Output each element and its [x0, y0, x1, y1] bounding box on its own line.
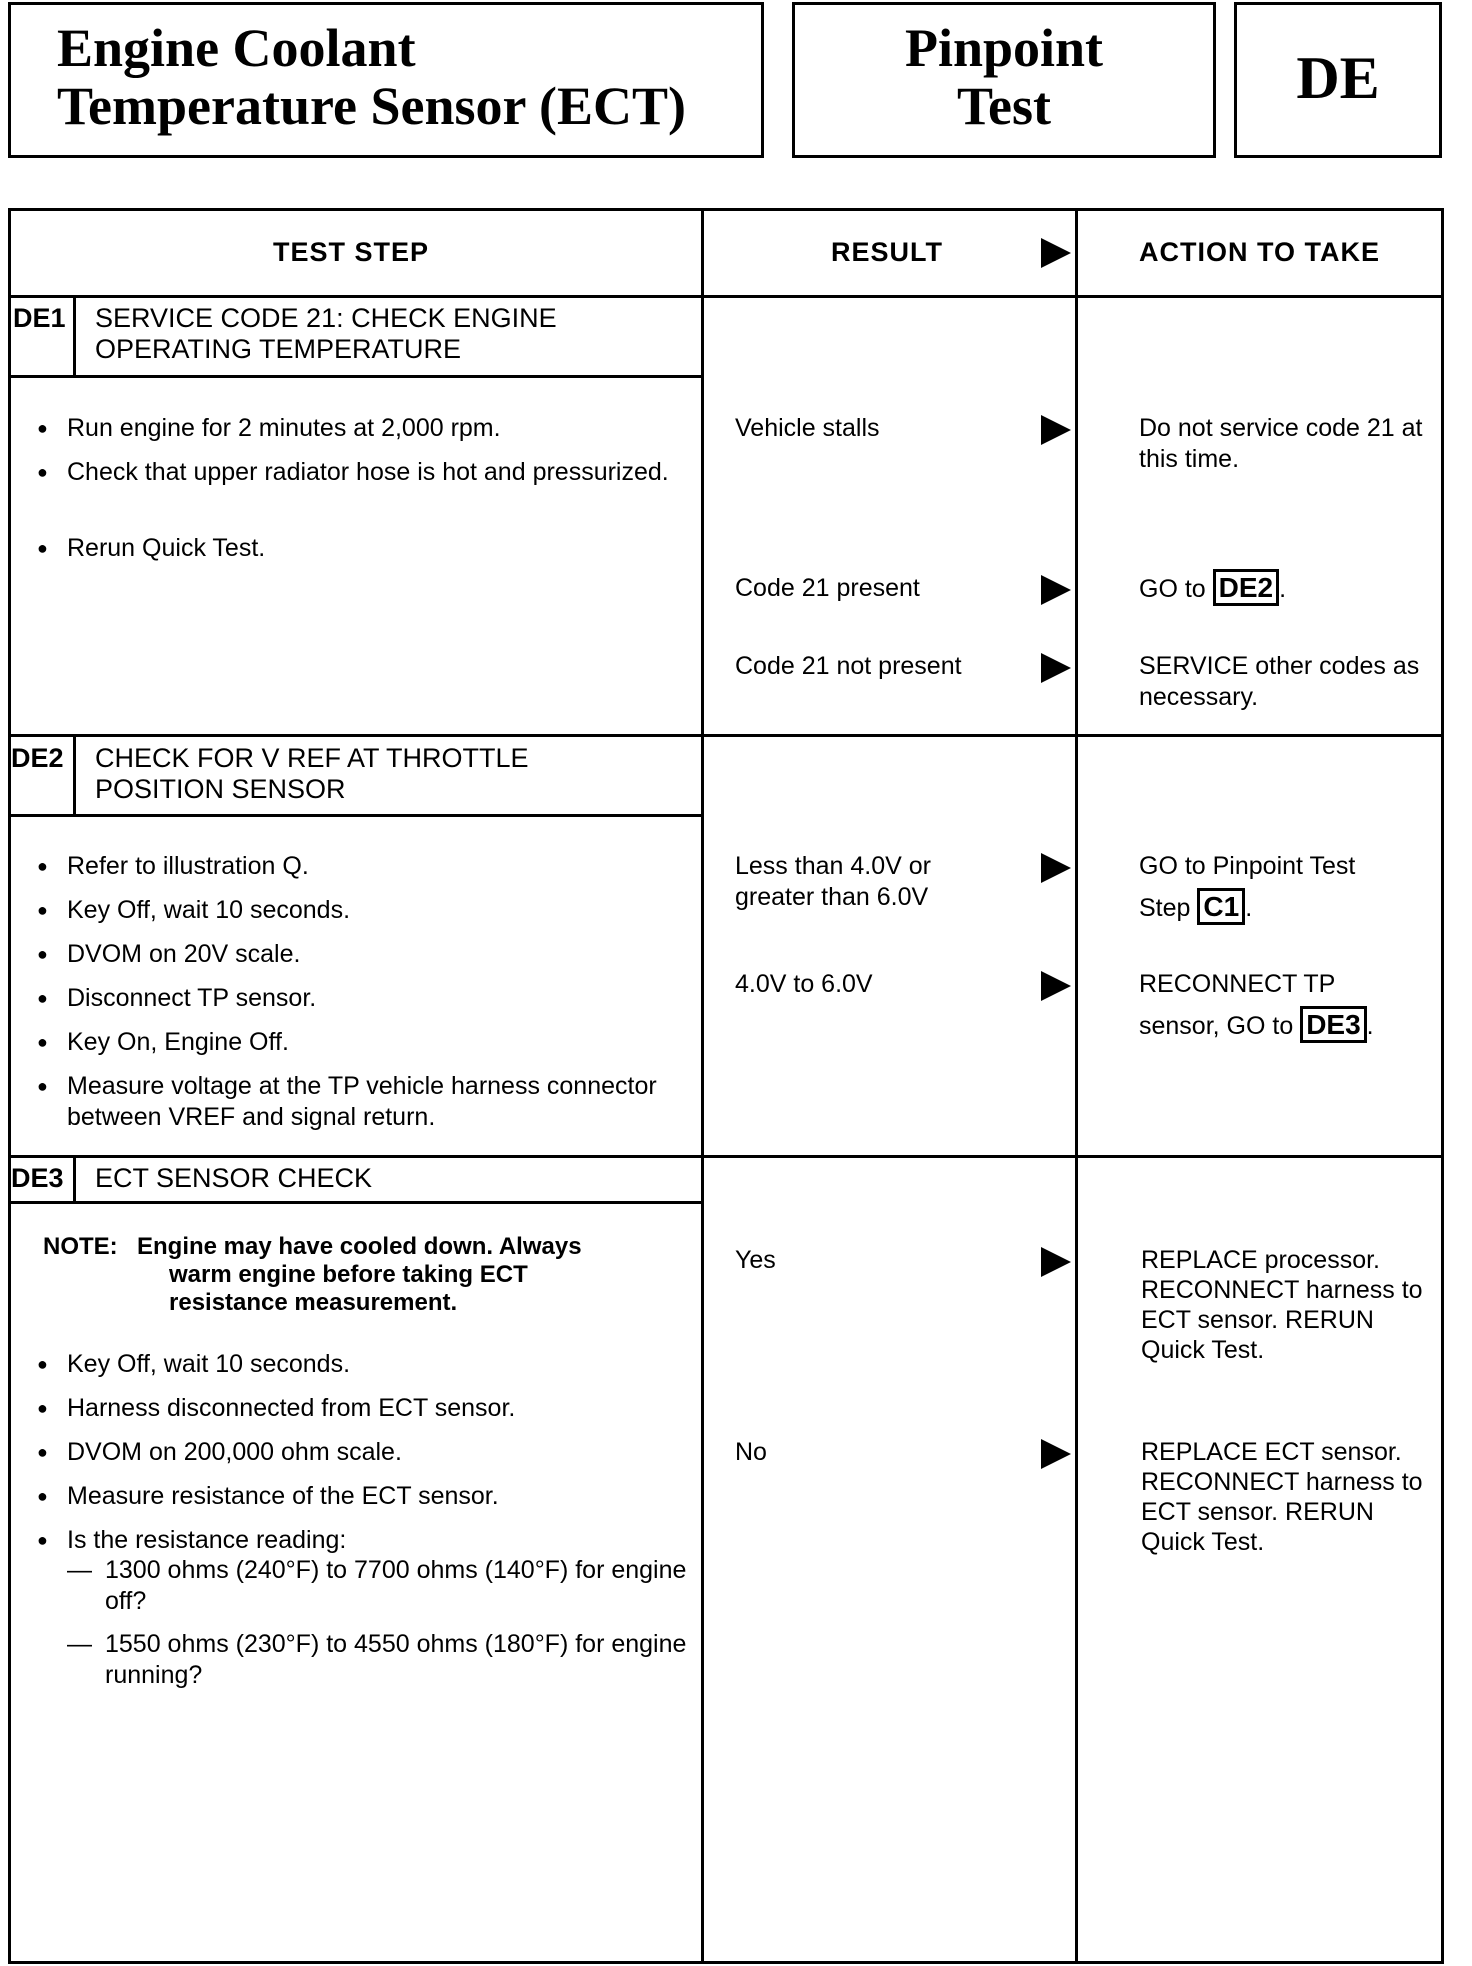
- de3-step: ● Measure resistance of the ECT sensor.: [37, 1481, 697, 1512]
- de3-note-line: Engine may have cooled down. Always: [137, 1233, 582, 1260]
- page-title-box: [8, 2, 764, 158]
- step-title-underline: [11, 375, 701, 378]
- de3-action: REPLACE processor. RECONNECT harness to ECT sensor. RERUN Quick Test.: [1141, 1246, 1423, 1364]
- step-title-de1: [95, 303, 557, 365]
- step-reference-c1[interactable]: C1: [1197, 888, 1245, 925]
- arrow-icon: [1041, 1247, 1071, 1277]
- dash-mark: —: [67, 1630, 92, 1658]
- de3-note-line: warm engine before taking ECT: [169, 1261, 528, 1288]
- de3-sub-step: [67, 1629, 695, 1691]
- column-header-test-step: TEST STEP: [273, 237, 430, 267]
- page-title-line2: Temperature Sensor (ECT): [57, 76, 686, 136]
- de1-result: Vehicle stalls: [735, 414, 880, 442]
- step-title-line: SERVICE CODE 21: CHECK ENGINE: [95, 303, 557, 333]
- pinpoint-test-box: [792, 2, 1216, 158]
- step-title-de2: [95, 743, 529, 805]
- test-code: DE: [1296, 45, 1380, 111]
- arrow-icon: [1041, 971, 1071, 1001]
- action-text: RECONNECT TP: [1139, 970, 1336, 998]
- de1-step: ● Check that upper radiator hose is hot and pressurized.: [37, 457, 697, 488]
- de3-sub-step: [67, 1555, 695, 1617]
- de1-result: Code 21 not present: [735, 652, 962, 680]
- dash-mark: —: [67, 1556, 92, 1584]
- de3-step: ● Key Off, wait 10 seconds.: [37, 1349, 697, 1380]
- de2-step: ● Measure voltage at the TP vehicle harness connector between VREF and signal return.: [37, 1071, 677, 1133]
- arrow-icon: [1041, 853, 1071, 883]
- column-divider: [1075, 211, 1078, 1961]
- step-id-divider: [73, 734, 76, 814]
- row-divider: [11, 295, 1441, 298]
- pinpoint-line2: Test: [956, 76, 1052, 136]
- action-text: GO to Pinpoint Test: [1139, 852, 1356, 880]
- step-title-underline: [11, 1201, 701, 1204]
- step-id-divider: [73, 295, 76, 375]
- action-text: .: [1366, 1012, 1374, 1040]
- de3-note-label: NOTE:: [43, 1233, 118, 1260]
- de2-step: ● Key Off, wait 10 seconds.: [37, 895, 697, 926]
- arrow-icon: [1041, 415, 1071, 445]
- column-header-result: RESULT: [831, 237, 943, 267]
- arrow-icon: [1041, 653, 1071, 683]
- de1-action: [1139, 569, 1286, 606]
- de3-note-line: resistance measurement.: [169, 1289, 458, 1316]
- column-header-action: ACTION TO TAKE: [1139, 237, 1380, 267]
- de3-result: Yes: [735, 1246, 776, 1274]
- page-title-line1: Engine Coolant: [57, 18, 416, 78]
- de2-result: 4.0V to 6.0V: [735, 970, 873, 998]
- de3-step: ● Is the resistance reading:: [37, 1525, 697, 1556]
- step-title-underline: [11, 814, 701, 817]
- de1-step: ● Rerun Quick Test.: [37, 533, 697, 564]
- de2-step: ● Disconnect TP sensor.: [37, 983, 697, 1014]
- de3-action: REPLACE ECT sensor. RECONNECT harness to ECT sensor. RERUN Quick Test.: [1141, 1438, 1423, 1556]
- step-title-line: POSITION SENSOR: [95, 774, 346, 804]
- action-text: Step: [1139, 894, 1191, 922]
- step-title-line: OPERATING TEMPERATURE: [95, 334, 462, 364]
- arrow-icon: [1041, 1439, 1071, 1469]
- step-id-de2: DE2: [11, 743, 64, 773]
- de2-step: ● Refer to illustration Q.: [37, 851, 697, 882]
- step-id-de3: DE3: [11, 1163, 64, 1193]
- de3-result: No: [735, 1438, 767, 1466]
- de2-action: [1139, 969, 1439, 1043]
- test-table: [8, 208, 1444, 1964]
- de2-result: Less than 4.0V or greater than 6.0V: [735, 852, 931, 911]
- step-title-de3: ECT SENSOR CHECK: [95, 1163, 373, 1193]
- sub-step-text: 1300 ohms (240°F) to 7700 ohms (140°F) for engine off?: [105, 1556, 687, 1615]
- de1-result: Code 21 present: [735, 574, 920, 602]
- de2-step: ● Key On, Engine Off.: [37, 1027, 697, 1058]
- action-text: .: [1279, 575, 1287, 603]
- row-divider: [11, 1155, 1441, 1158]
- de2-step: ● DVOM on 20V scale.: [37, 939, 697, 970]
- row-divider: [11, 734, 1441, 737]
- step-reference-de3[interactable]: DE3: [1300, 1006, 1366, 1043]
- action-text: .: [1245, 894, 1253, 922]
- step-id-de1: DE1: [13, 303, 66, 333]
- de1-step: ● Run engine for 2 minutes at 2,000 rpm.: [37, 413, 697, 444]
- sub-step-text: 1550 ohms (230°F) to 4550 ohms (180°F) for engine running?: [105, 1630, 687, 1689]
- step-id-divider: [73, 1155, 76, 1201]
- arrow-icon: [1041, 575, 1071, 605]
- de3-step: ● Harness disconnected from ECT sensor.: [37, 1393, 697, 1424]
- column-divider: [701, 211, 704, 1961]
- de1-action: SERVICE other codes as necessary.: [1139, 652, 1420, 711]
- action-text: GO to: [1139, 575, 1206, 603]
- arrow-icon: [1041, 238, 1071, 268]
- de3-step: ● DVOM on 200,000 ohm scale.: [37, 1437, 697, 1468]
- step-reference-de2[interactable]: DE2: [1213, 569, 1279, 606]
- pinpoint-line1: Pinpoint: [904, 18, 1104, 78]
- action-text: sensor, GO to: [1139, 1012, 1294, 1040]
- de1-action: Do not service code 21 at this time.: [1139, 414, 1423, 473]
- test-code-box: [1234, 2, 1442, 158]
- de2-action: [1139, 851, 1439, 925]
- step-title-line: CHECK FOR V REF AT THROTTLE: [95, 743, 529, 773]
